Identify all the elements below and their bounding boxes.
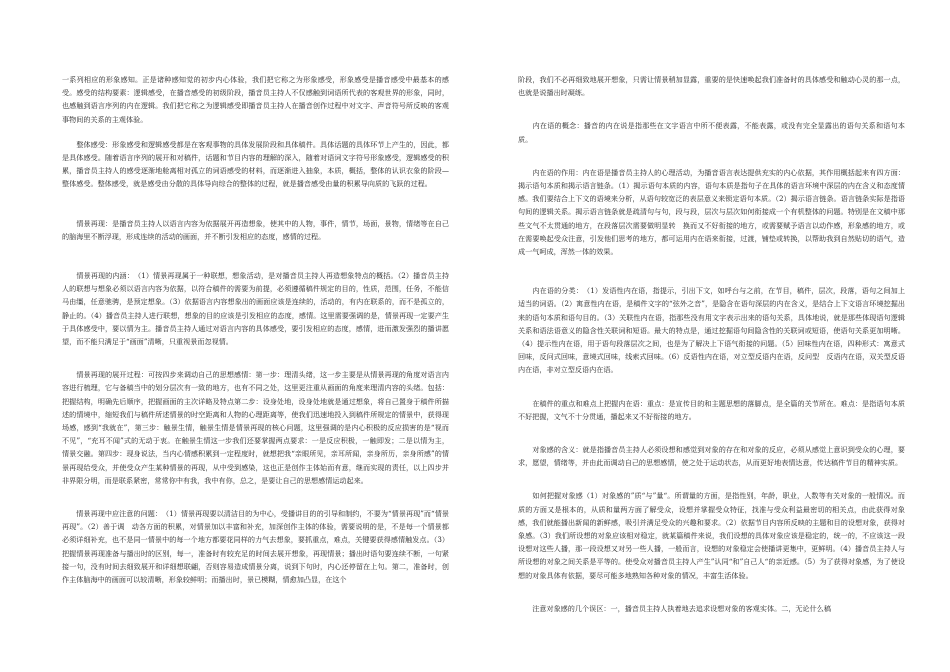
paragraph-sense-of-audience-meaning: 对象感的含义：就是指播音员主持人必须设想和感觉到对象的存在和对象的反应，必须从感觉上意识到受众的心理，要求，愿望，情绪等，并由此而调动自己的思想感情，使之处于运动状态，从而更好地表情达意，传达稿件节目的精神实质。 — [518, 445, 905, 468]
paragraph-continuation: 阶段，我们不必再细致地展开想象，只需让情景稍加显露，重要的是快速唤起我们准备时的具体感受和触动心灵的那一点，也就是说播出时凝练。 — [518, 75, 905, 98]
left-column — [62, 73, 449, 586]
paragraph-inner-language-concept: 内在语的概念：播音的内在说是指那些在文字语言中所不便表露，不能表露，或没有完全显露出的语句关系和语句本质。 — [518, 121, 905, 144]
paragraph-inner-language-types: 内在语的分类： （1）发语性内在语，指提示，引出下文，如呼台与之前，在节目，稿件，层次，段落，语句之间加上适当的词语。（2）寓意性内在语，是稿件文字的“弦外之音”，是隐含在语句深层的内在含义，是结合上下文语言环境挖掘出来的语句本质和语句目的。（3）关联性内在语，指那些没有用文字表示出来的语句关系，具体地说，就是那些体现语句逻辑关系和语法语意义的隐含性关联词和短语。最大的特点是，通过挖掘语句间隐含性的关联词或短语，使语句关系更加明晰。（4）提示性内在语，用于语句段落层次之间，也是为了解决上下语气衔接的问题。（5）回味性内在语，四种形式：寓意式回味，反问式回味，意境式回味，线索式回味。（6）反语性内在语，对立型反语内在语，反问型 反语内在语，双关型反语内在语，非对立型反语内在语。 — [518, 286, 905, 375]
paragraph-sense-of-audience-pitfalls: 注意对象感的几个误区：一，播音员主持人执着地去追求设想对象的客观实体。二，无论什么稿 — [518, 603, 832, 613]
paragraph-scene-reproduction-definition: 情景再现：是播音员主持人以语言内容为依据展开再造想象，使其中的人物，事件，情节，场面，景物，情绪等在自己的脑海里不断浮现，形成连续的活动的画面，并不断引发相应的态度，感情的过程。 — [62, 218, 449, 241]
paragraph-inner-language-function: 内在语的作用：内在语是播音员主持人的心理活动，为播音语言表达提供充实的内心依据，其作用概括起来有四方面：揭示语句本质和揭示语言链条。（1）揭示语句本质的内容，语句本质是指句子在具体的语言环境中深层的内在含义和态度情感。我们要结合上下文的语境来分析，从语句较宽泛的表层意义来锁定语句本质。（2）揭示语言链条。语言链条实际是指语句间的逻辑关系。揭示语言链条就是疏清句与句，段与段，层次与层次如何衔接成一个有机整体的问题。特别是在文稿中那些文气不太贯通的地方，在段落层次需要做明显转 换而又不好衔接的地方，或需要赋予语言以动作感，形象感的地方，或在需要唤起受众注意，引发他们思考的地方，都可运用内在语来衔接，过渡，铺垫或转换，以帮助我到自然贴切的语气，造成一气呵成，浑然一体的效果。 — [518, 167, 905, 257]
paragraph-key-points-difficulties: 在稿件的重点和难点上把握内在语：重点：是宣传目的和主题思想的落脚点，是全篇的关节所在。难点：是指语句本质不好把握，文气不十分贯通，播起来又不好衔接的地方。 — [518, 398, 905, 421]
right-column — [518, 73, 905, 615]
paragraph-scene-reproduction-connotation: 情景再现的内涵： （1）情景再现属于一种联想，想象活动，是对播音员主持人再造想象特点的概括。（2）播音员主持人的联想与想象必须以语言内容为依据，以符合稿件的需要为前提，必须遵循稿件规定的目的，性质，范围，任务，不能信马由缰，任意驰骋，是预定想象。（3）依据语言内容想象出的画面应该是连续的，活动的，有内在联系的，而不是孤立的，静止的。（4）播音员主持人进行联想，想象的目的应该是引发相应的态度，感情。这里需要强调的是，情景再现一定要产生于具体感受中，要以情为主。播音员主持人通过对语言内容的具体感受，要引发相应的态度，感情，进而激发强烈的播讲愿望，而不能只满足于“画面”清晰，只重视景而忽视情。 — [62, 271, 449, 347]
paragraph-scene-reproduction-notes: 情景再现中应注意的问题： （1）情景再现要以清洁目的为中心，受播讲目的的引导和制约，不要为“情景再现”而“情景再现”。（2）善于调 动各方面的积累，对情景加以丰富和补充，加深创作主体的体验，需要说明的是，不是每一个情景都必须详细补充，也不是同一情景中的每一个地方都要花同样的力气去想象，要抓重点，难点，关键要获得感情触发点。（3）把握情景再现准备与播出时的区别，每一，准备时有较充足的时间去展开想象，再现情景；播出时语句要连续不断，一句紧接一句，没有时间去细致展开和详细想联翩，否则容易造成情景分离，说到下句时，内心还停留在上句。第二，准备时，创作主体脑海中的画面可以较清晰，形象较鲜明；而播出时，景已模糊，情愈加凸显，在这个 — [62, 509, 449, 585]
paragraph-image-feeling: 一系列相应的形象感知。正是诸种感知觉的初步内心体验，我们把它称之为形象感受，形象感受是播音感受中最基本的感受。感受的结构要素：逻辑感受，在播音感受的初级阶段，播音员主持人不仅感触到词语所代表的客观世界的形象，同时，也感触到语言序列的内在逻辑。我们把它称之为逻辑感受即播音员主持人在播音创作过程中对文字、声音符号所反映的客观事物间的关系的主观体验。 — [62, 75, 449, 124]
paragraph-overall-feeling: 整体感受：形象感受和逻辑感受都是在客观事物的具体发展阶段和具体稿件。具体话题的具体环节上产生的，因此，都是具体感受。随着语言序列的展开和对稿件，话题和节目内容的理解的深入，随着对语词文字符号形象感受，逻辑感受的积累，播音员主持人的感受逐渐地舱离相对孤立的词语感受的材料，而逐渐进入抽象，本质，概括，整体的认识衣象的阶段—整体感受。整体感受，就是感受由分散的具体导向综合的整体的过程，就是播音感受由量的积累导向质的飞跃的过程。 — [62, 139, 449, 189]
paragraph-grasp-sense-of-audience: 如何把握对象感（1）对象感的”质“与”量“。所谓量的方面，是指性别，年龄，职业，人数等有关对象的一般情况。而质的方面又是根本的，从质和量两方面了解受众，设想并掌握受众特征，找准与受众利益最密切的相关点，由此获得对象感，我们就能播出新闻的新鲜感，吸引并满足受众的兴趣和要求。（2）依据节目内容所反映的主题和目的设想对象，获得对象感。（3）我们所设想的对象应该相对稳定，就某篇稿件来说，我们设想的具体对象应该是稳定的，统一的，不应该这一段设想对这些人播，那一段设想又对另一些人播，一般而言，设想的对象稳定会使播讲更集中，更鲜明。（4）播音员主持人与所设想的对象之间关系是平等的。使受众对播音员主持人产生”认同“和”自己人“的亲近感。（5）为了获得对象感，为了使设想的对象具体有依据，要尽可能多地熟知各种对象的情况，丰富生活体验。 — [518, 491, 905, 580]
paragraph-scene-reproduction-process: 情景再现的展开过程：可按四步来调动自己的思想感情：第一步：理清头绪，这一步主要是从情景再现的角度对语言内容进行梳理，它与备稿当中的划分层次有一致的地方，也有不同之处，这里更注重从画面的角度来理清内容的头绪。包括：把握结构，明确先后顺序，把握画面的主次详略及特点第二步：设身处地，设身处地就是通过想象，将自己置身于稿件所描述的情境中，缩短我们与稿件所述情景的时空距离和人物的心理距离等，使我们迅速地投入到稿件所规定的情景中，获得现场感，感到“我就在”，第三步：触景生情，触景生情是情景再现的核心问题，这里强调的是内心积极的反应损害的是“视而不见”，“充耳不闻”式的无动于衷。在触景生情这一步我们还要掌握两点要求：一是反应积极，一触即发；二是以情为主，情景交融。第四步：现身说法，当内心情感积累到一定程度时，就想把我“亲眼所见，亲耳所闻，亲身所历，亲身所感”的情景再现给受众，并使受众产生某种情景的再现，从中受到感染，这也正是创作主体始而有意，继而实现的责任，以上四步并非界限分明，而是联系紧密，常常你中有我，我中有你，总之，是要让自己的思想感情运动起来。 — [62, 370, 449, 485]
